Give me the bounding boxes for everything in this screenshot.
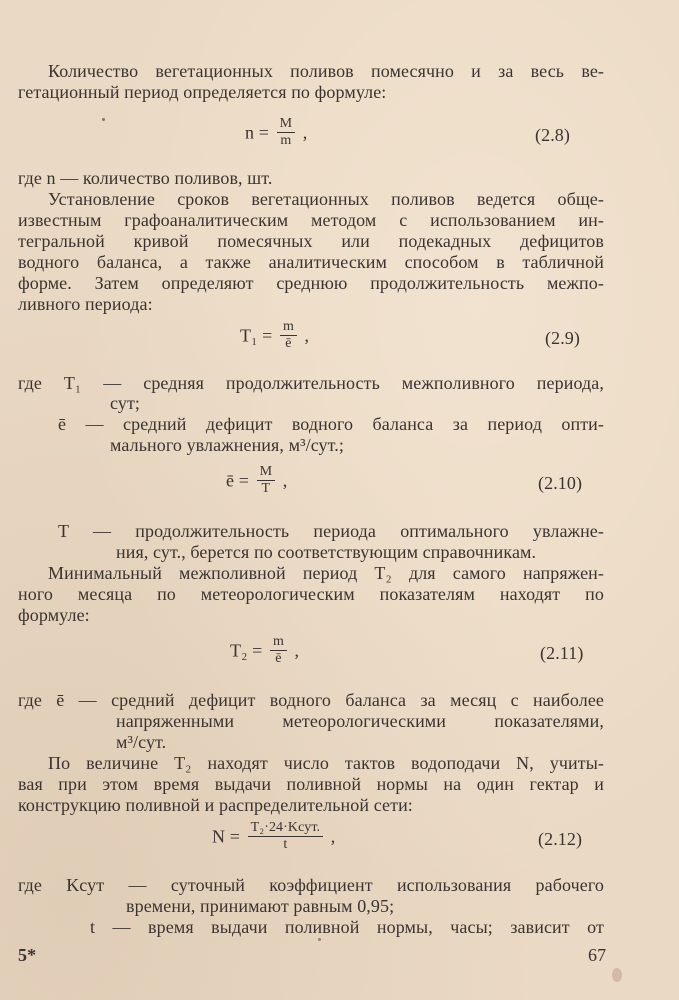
- definition-n: где n — количество поливов, шт.: [18, 168, 273, 188]
- paper-stain: [102, 118, 105, 121]
- para1-line-2: гетационный период определяется по формуле:: [18, 82, 387, 102]
- eq-2-12-tail: ,: [330, 826, 336, 847]
- equation-2-10: [0, 464, 679, 504]
- definition-e-line-1: ē — средний дефицит водного баланса за период опти-: [58, 414, 604, 434]
- para2-line-5: форме. Затем определяют среднюю продолжительность межпо-: [18, 273, 604, 293]
- definition-e2-line-3: м³/сут.: [116, 732, 167, 752]
- definition-K-line-1: где Kсут — суточный коэффициент использования рабочего: [18, 875, 604, 895]
- eq-2-12-fraction: [248, 820, 324, 853]
- para4-line-3: конструкцию поливной и распределительной сети:: [18, 795, 413, 815]
- eq-2-9-fraction: [280, 319, 297, 352]
- definition-T1-line-1: где T₁ — средняя продолжительность межполивного периода,: [18, 373, 604, 393]
- eq-2-8-number: (2.8): [535, 125, 570, 145]
- para2-line-2: известным графоаналитическим методом с использованием ин-: [18, 210, 604, 230]
- eq-2-12-lhs: N =: [212, 826, 240, 847]
- eq-2-11-number: (2.11): [540, 643, 584, 663]
- eq-2-8-fraction: [277, 116, 296, 149]
- eq-2-10-tail: ,: [282, 470, 288, 491]
- equation-2-11: [0, 634, 679, 674]
- eq-2-9-denominator: ē: [285, 336, 292, 351]
- eq-2-11-fraction: [270, 634, 287, 667]
- definition-T-line-1: T — продолжительность периода оптимального увлажне-: [58, 521, 604, 541]
- eq-2-8-denominator: m: [280, 133, 292, 148]
- para3-line-3: формуле:: [18, 605, 90, 625]
- eq-2-11-numerator: m: [270, 634, 287, 651]
- paper-stain: [612, 968, 622, 982]
- eq-2-10-number: (2.10): [538, 473, 583, 493]
- para2-line-6: ливного периода:: [18, 294, 153, 314]
- eq-2-11-denominator: ē: [275, 651, 282, 666]
- definition-T1-line-2: сут;: [110, 393, 141, 413]
- eq-2-8-tail: ,: [302, 122, 308, 143]
- para3-line-1: Минимальный межполивной период T₂ для самого напряжен-: [48, 563, 604, 583]
- eq-2-10-fraction: [257, 464, 276, 497]
- eq-2-11-lhs: T₂ =: [230, 640, 263, 661]
- equation-2-8: [0, 116, 679, 156]
- eq-2-11-tail: ,: [294, 640, 300, 661]
- eq-2-9-tail: ,: [304, 325, 310, 346]
- definition-K-line-2: времени, принимают равным 0,95;: [126, 896, 395, 916]
- para2-line-3: тегральной кривой помесячных или подекадных дефицитов: [18, 231, 604, 251]
- definition-e2-line-1: где ē — средний дефицит водного баланса за месяц с наиболее: [18, 690, 604, 710]
- eq-2-9-number: (2.9): [545, 328, 580, 348]
- eq-2-9-lhs: T₁ =: [240, 325, 273, 346]
- eq-2-12-number: (2.12): [538, 829, 583, 849]
- definition-e2-line-2: напряженными метеорологическими показателями,: [116, 711, 604, 731]
- eq-2-8-lhs: n =: [245, 122, 269, 143]
- definition-e-line-2: мального увлажнения, м³/сут.;: [110, 435, 344, 455]
- definition-t-line: t — время выдачи поливной нормы, часы; зависит от: [90, 917, 604, 937]
- eq-2-12-numerator: T₂·24·Kсут.: [248, 820, 324, 837]
- eq-2-10-denominator: T: [261, 481, 271, 496]
- para1-line-1: Количество вегетационных поливов помесячно и за весь ве-: [48, 61, 604, 81]
- definition-T-line-2: ния, сут., берется по соответствующим справочникам.: [116, 542, 537, 562]
- eq-2-8-numerator: M: [277, 116, 296, 133]
- para2-line-1: Установление сроков вегетационных поливов ведется обще-: [48, 189, 604, 209]
- paper-stain: [318, 938, 321, 941]
- para4-line-1: По величине T₂ находят число тактов водоподачи N, учиты-: [48, 753, 604, 773]
- eq-2-10-numerator: M: [257, 464, 276, 481]
- para2-line-4: водного баланса, а также аналитическим способом в табличной: [18, 252, 604, 272]
- signature-mark: 5*: [18, 945, 37, 965]
- eq-2-9-numerator: m: [280, 319, 297, 336]
- para3-line-2: ного месяца по метеорологическим показателям находят по: [18, 584, 604, 604]
- equation-2-9: [0, 319, 679, 359]
- equation-2-12: [0, 820, 679, 860]
- page-number: 67: [588, 945, 607, 965]
- eq-2-10-lhs: ē =: [226, 470, 249, 491]
- eq-2-12-denominator: t: [283, 837, 288, 852]
- para4-line-2: вая при этом время выдачи поливной нормы на один гектар и: [18, 774, 604, 794]
